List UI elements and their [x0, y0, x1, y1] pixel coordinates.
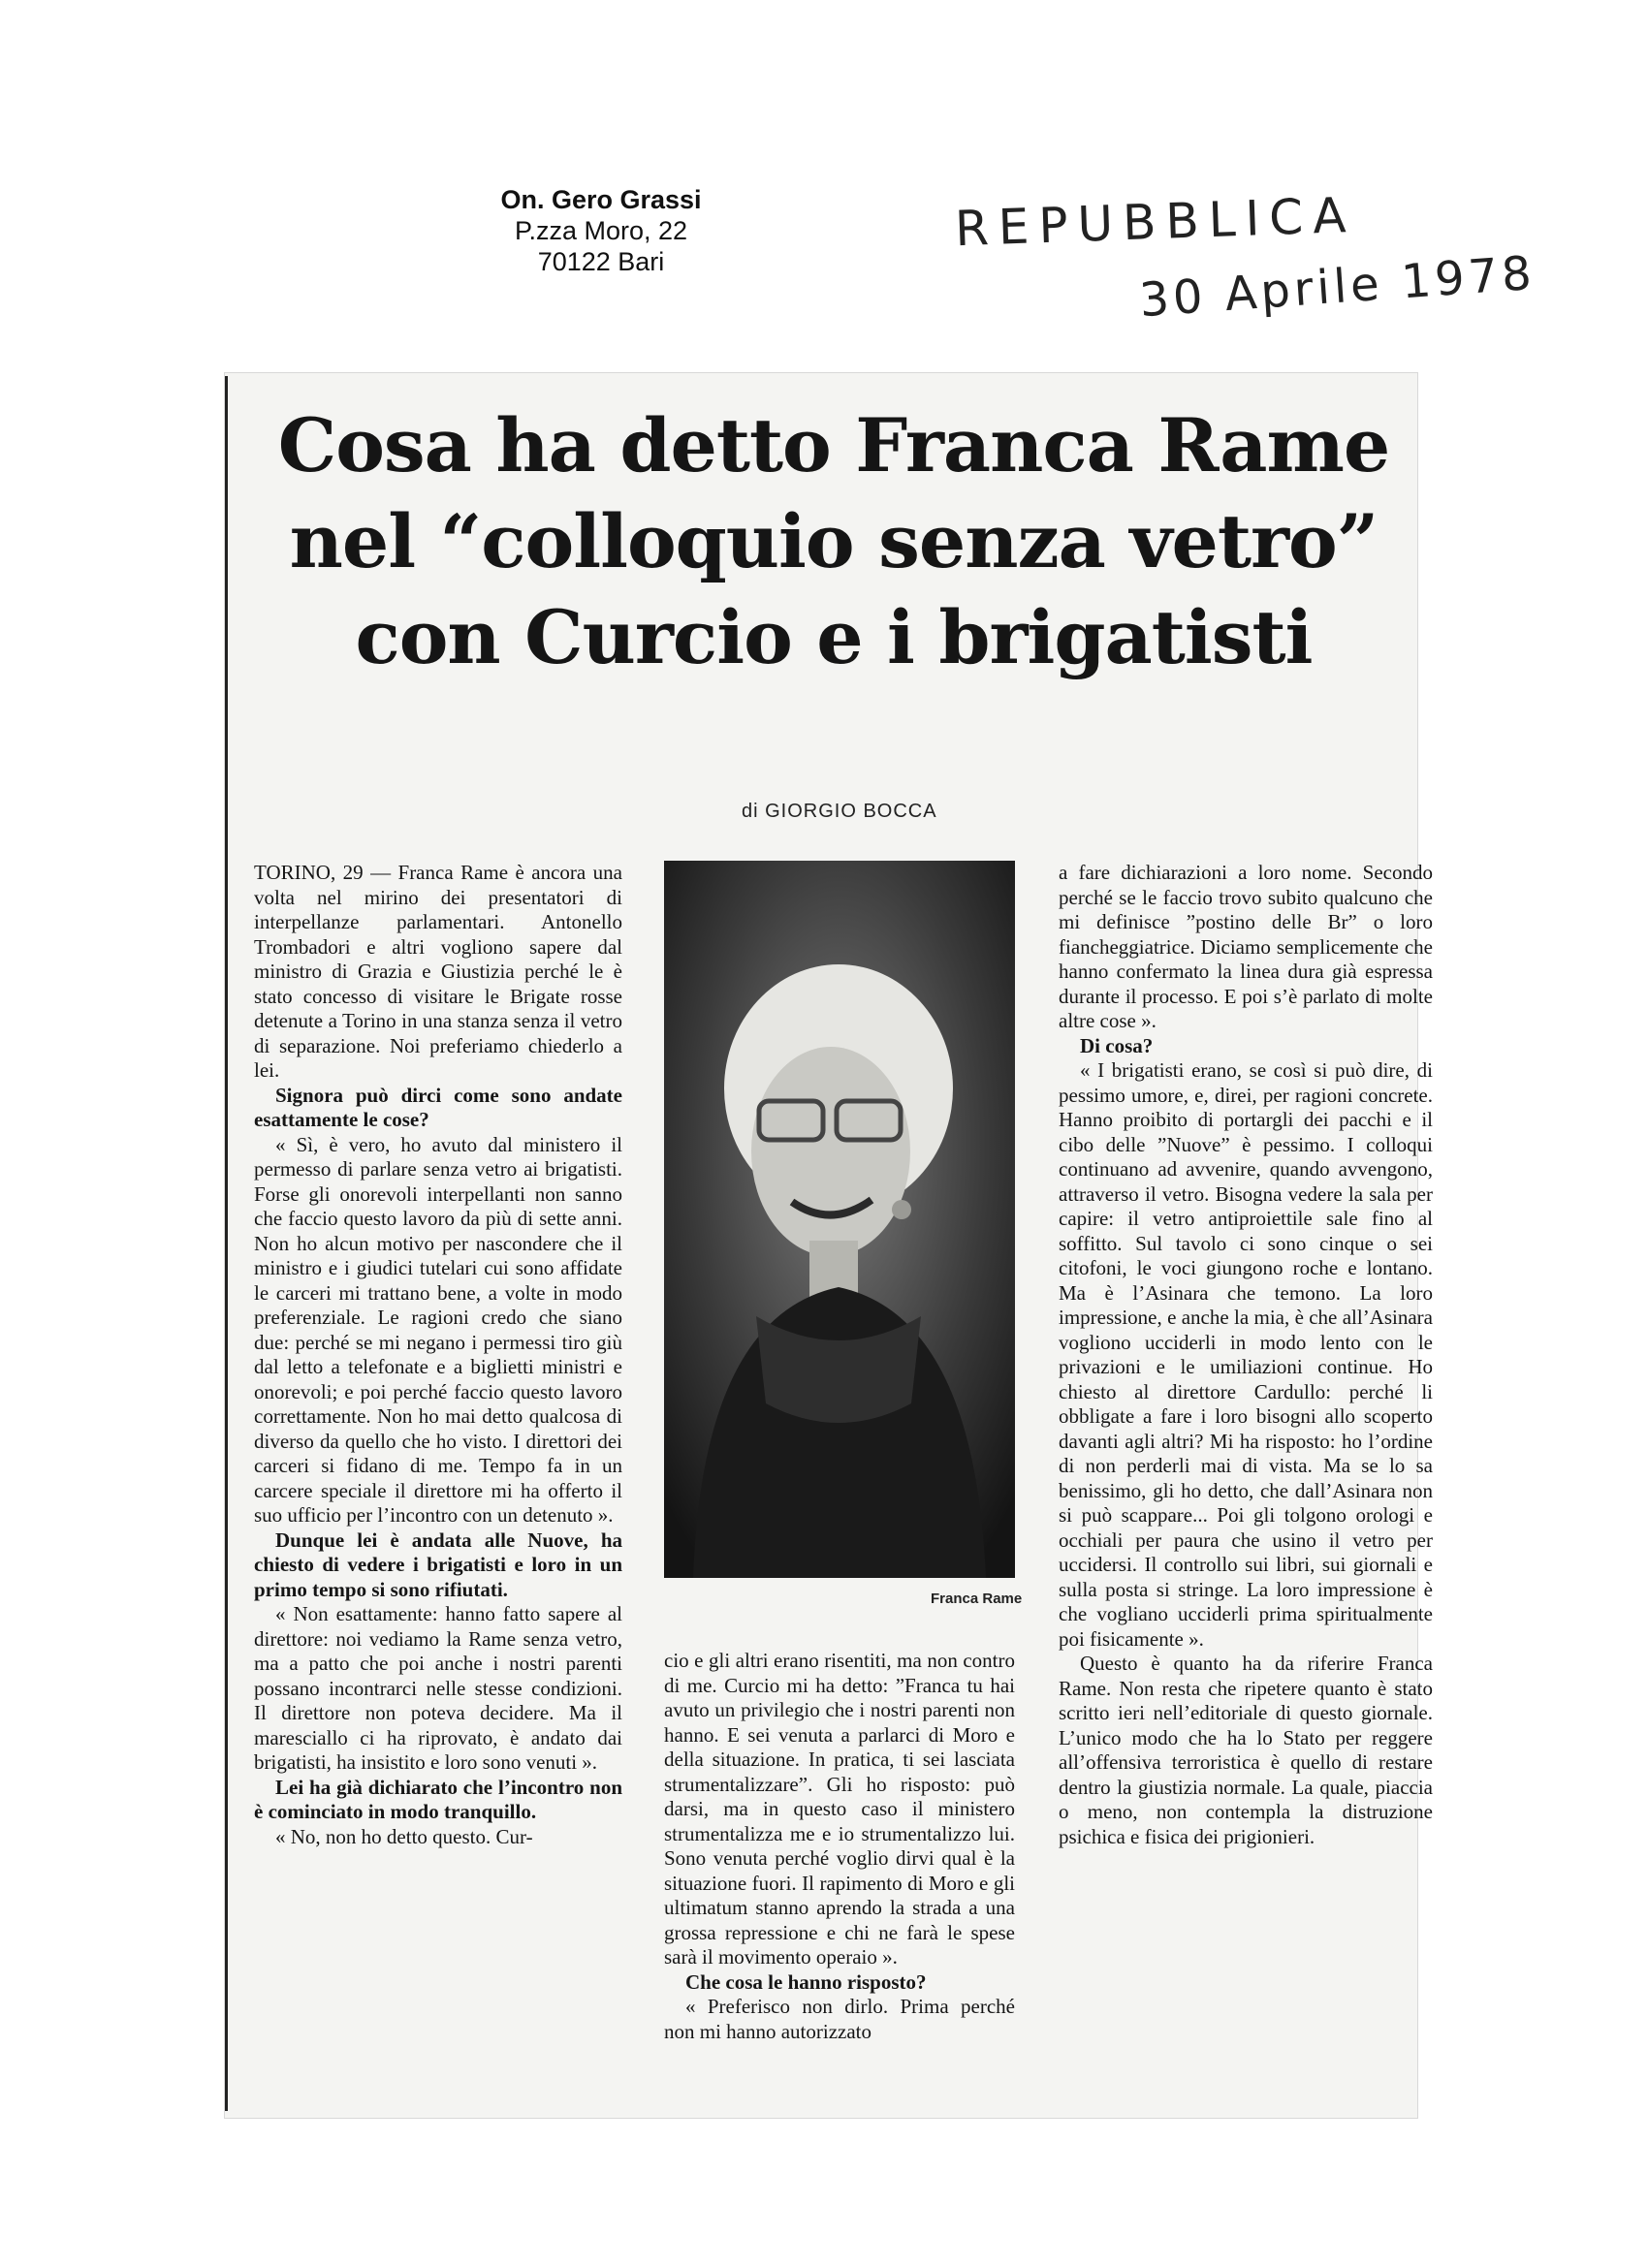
article-paragraph: « No, non ho detto questo. Cur- — [275, 1824, 533, 1848]
stamp-street: P.zza Moro, 22 — [514, 216, 688, 245]
article-paragraph: « Preferisco non dirlo. Prima perché non mi hanno autorizzato — [664, 1995, 1015, 2043]
headline-line: nel “colloquio senza vetro” — [289, 498, 1379, 584]
byline: di GIORGIO BOCCA — [742, 801, 937, 822]
clipping-left-rule — [225, 376, 228, 2111]
interview-question: Lei ha già dichiarato che l’incontro non è cominciato in modo tranquillo. — [254, 1775, 622, 1823]
article-paragraph: cio e gli altri erano risentiti, ma non contro di me. Curcio mi ha detto: ”Franca tu hai avuto un privilegio che i nostri parenti non hanno. E sei venuta a parlarci di Moro e della situazione. In pratica, ti sei lasciata strumentalizzare”. Gli ho risposto: può darsi, ma in questo caso il ministero strumentalizza me e io strumentalizzo lui. Sono venuta perché voglio dirvi qual è la situazione fuori. Il rapimento di Moro e gli ultimatum stanno aprendo la strada a una grossa repressione e chi ne farà le spese sarà il movimento operaio ». — [664, 1649, 1015, 1969]
headline-line: con Curcio e i brigatisti — [355, 594, 1313, 680]
article-column-2 — [664, 1649, 1015, 2044]
headline-line: Cosa ha detto Franca Rame — [277, 402, 1390, 488]
address-stamp — [456, 184, 746, 277]
interview-question: Dunque lei è andata alle Nuove, ha chiesto di vedere i brigatisti e loro in un primo tempo si sono rifiutati. — [254, 1528, 622, 1601]
stamp-name: On. Gero Grassi — [500, 185, 702, 214]
article-paragraph: « Non esattamente: hanno fatto sapere al direttore: noi vediamo la Rame senza vetro, ma a patto che poi anche i nostri parenti possano incontrarci nelle stesse condizioni. Il direttore non poteva decidere. Ma il maresciallo ci ha riprovato, è andato dai brigatisti, ha insistito e loro sono venuti ». — [254, 1602, 622, 1774]
handwritten-newspaper-name: REPUBBLICA — [954, 186, 1357, 258]
article-headline — [252, 397, 1415, 685]
article-paragraph: Questo è quanto ha da riferire Franca Rame. Non resta che ripetere quanto è stato scritto ieri nell’editoriale di questo giornale. L’unico modo che ha lo Stato per reggere all’offensiva terroristica è quello di restare dentro la giustizia normale. La quale, piaccia o meno, non contempla la distruzione psichica e fisica dei prigionieri. — [1059, 1652, 1433, 1848]
interview-question: Di cosa? — [1080, 1033, 1154, 1057]
article-paragraph: « Sì, è vero, ho avuto dal ministero il permesso di parlare senza vetro ai brigatisti. Forse gli onorevoli interpellanti non sanno che faccio questo lavoro da più di sette anni. Non ho alcun motivo per nascondere che il ministro e i giudici tutelari cui sono affidate le carceri mi trattano bene, a volte in modo preferenziale. Le ragioni credo che siano due: perché se mi negano i permessi tiro giù dal letto a telefonate e a biglietti ministri e onorevoli; e poi perché faccio questo lavoro correttamente. Non ho mai detto qualcosa di diverso da quello che ho visto. I direttori dei carceri si fidano di me. Tempo fa in un carcere speciale il direttore mi ha offerto il suo ufficio per l’incontro con un detenuto ». — [254, 1132, 622, 1527]
interview-question: Signora può dirci come sono andate esattamente le cose? — [254, 1083, 622, 1131]
article-column-1 — [254, 861, 622, 1849]
article-paragraph: TORINO, 29 — Franca Rame è ancora una volta nel mirino dei presentatori di interpellanze parlamentari. Antonello Trombadori e altri vogliono sapere dal ministro di Grazia e Giustizia perché le è stato concesso di visitare le Brigate rosse detenute a Torino in una stanza senza il vetro di separazione. Noi preferiamo chiederlo a lei. — [254, 861, 622, 1082]
article-paragraph: a fare dichiarazioni a loro nome. Secondo perché se le faccio trovo subito qualcuno che mi definisce ”postino delle Br” o loro fiancheggiatrice. Diciamo semplicemente che hanno confermato la linea dura già espressa durante il processo. E poi s’è parlato di molte altre cose ». — [1059, 861, 1433, 1032]
portrait-photo — [664, 861, 1015, 1578]
article-paragraph: « I brigatisti erano, se così si può dire, di pessimo umore, e, direi, per ragioni concrete. Hanno proibito di portargli dei pacchi e il cibo delle ”Nuove” è pessimo. I colloqui continuano ad avvenire, quando avvengono, attraverso il vetro. Bisogna vedere la sala per capire: il vetro antiproiettile sale fino al soffitto. Sul tavolo ci sono cinque o sei citofoni, le voci giungono roche e lontano. Ma è l’Asinara che temono. La loro impressione, e anche la mia, è che all’Asinara vogliono ucciderli in modo lento con le privazioni e le umiliazioni continue. Ho chiesto al direttore Cardullo: perché li obbligate a fare i loro bisogni allo scoperto davanti agli altri? Mi ha risposto: ho l’ordine di non perderli mai di vista. Ma se lo sa benissimo, gli ho detto, che dall’Asinara non si può scappare... Poi gli tolgono orologi e occhiali per paura che usino il vetro per uccidersi. Il controllo sui libri, sui giornali e sulla posta si stringe. La loro impressione è che vogliano ucciderli prima spiritualmente poi fisicamente ». — [1059, 1058, 1433, 1651]
article-column-3 — [1059, 861, 1433, 1849]
stamp-city: 70122 Bari — [537, 247, 665, 276]
handwritten-date: 30 Aprile 1978 — [1137, 245, 1537, 329]
interview-question: Che cosa le hanno risposto? — [685, 1969, 927, 1994]
photo-caption: Franca Rame — [931, 1591, 1023, 1607]
